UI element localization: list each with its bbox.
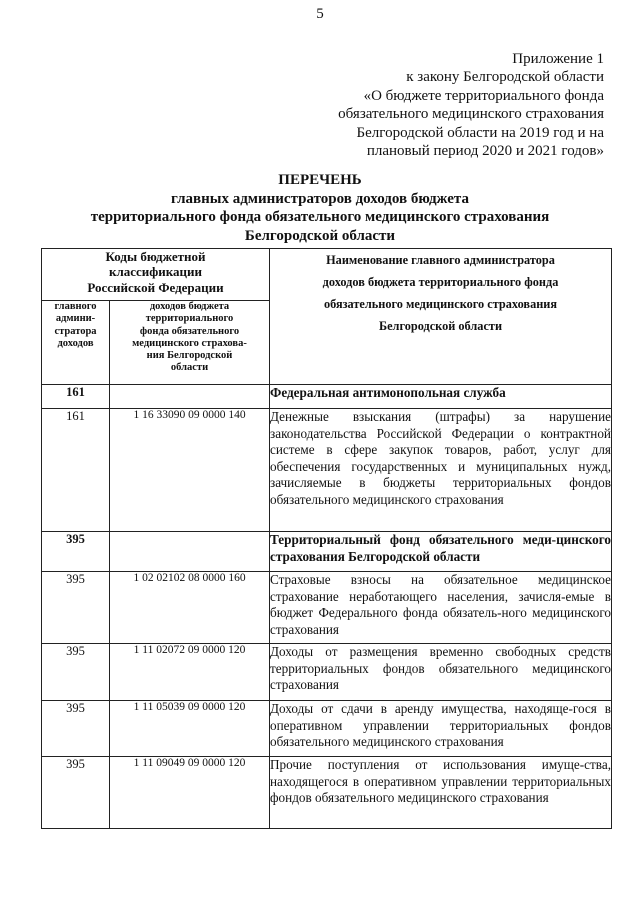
- income-code-cell: [110, 385, 270, 409]
- admin-code-cell: 395: [42, 701, 110, 757]
- admin-code-cell: 395: [42, 532, 110, 572]
- income-code-cell: 1 16 33090 09 0000 140: [110, 409, 270, 532]
- heading-line: Белгородской области: [244, 227, 396, 244]
- income-name-cell: Денежные взыскания (штрафы) за нарушение законодательства Российской Федерации о контрактной системе в сфере закупок товаров, работ, услуг для обеспечения государственных и муниципальных нужд, зачисляемые в бюджеты территориальных фондов обязательного медицинского страхования: [270, 409, 612, 532]
- header-classification-codes: Коды бюджетной классификации Российской Федерации: [42, 249, 270, 301]
- appendix-line: «О бюджете территориального фонда: [363, 87, 604, 104]
- document-heading: [0, 171, 640, 245]
- income-name-cell: Прочие поступления от использования имуще-ства, находящегося в оперативном управлении территориальных фондов обязательного медицинского страхования: [270, 757, 612, 829]
- table-row: [42, 385, 612, 409]
- table-header-row: [42, 249, 612, 301]
- income-code-cell: 1 11 02072 09 0000 120: [110, 644, 270, 701]
- table-row: [42, 572, 612, 644]
- appendix-line: Приложение 1: [512, 51, 604, 67]
- appendix-line: к закону Белгородской области: [406, 69, 604, 86]
- administrator-name-cell: Территориальный фонд обязательного меди-цинского страхования Белгородской области: [270, 532, 612, 572]
- page-number: 5: [316, 6, 324, 22]
- appendix-line: плановый период 2020 и 2021 годов»: [366, 143, 604, 160]
- appendix-line: Белгородской области на 2019 год и на: [356, 124, 604, 141]
- admin-code-cell: 161: [42, 385, 110, 409]
- administrators-table: [41, 248, 612, 829]
- income-code-cell: 1 11 09049 09 0000 120: [110, 757, 270, 829]
- table-row: [42, 701, 612, 757]
- income-name-cell: Страховые взносы на обязательное медицинское страхование неработающего населения, зачисля-емые в бюджет Федерального фонда обязатель-ного медицинского страхования: [270, 572, 612, 644]
- income-code-cell: 1 02 02102 08 0000 160: [110, 572, 270, 644]
- table-row: [42, 409, 612, 532]
- admin-code-cell: 395: [42, 572, 110, 644]
- income-code-cell: 1 11 05039 09 0000 120: [110, 701, 270, 757]
- income-code-cell: [110, 532, 270, 572]
- header-admin-code: главного админи- стратора доходов: [42, 301, 110, 385]
- heading-line: главных администраторов доходов бюджета: [171, 190, 469, 207]
- income-name-cell: Доходы от размещения временно свободных средств территориальных фондов обязательного медицинского страхования: [270, 644, 612, 701]
- header-income-code: доходов бюджета территориального фонда обязательного медицинского страхова- ния Белгородской области: [110, 301, 270, 385]
- admin-code-cell: 395: [42, 644, 110, 701]
- table-row: [42, 532, 612, 572]
- document-title: ПЕРЕЧЕНЬ: [278, 172, 362, 188]
- appendix-line: обязательного медицинского страхования: [338, 106, 604, 123]
- header-administrator-name: Наименование главного администратора доходов бюджета территориального фонда обязательного медицинского страхования Белгородской области: [270, 249, 612, 385]
- admin-code-cell: 395: [42, 757, 110, 829]
- heading-line: территориального фонда обязательного медицинского страхования: [90, 209, 550, 225]
- appendix-reference: [304, 50, 604, 160]
- administrator-name-cell: Федеральная антимонопольная служба: [270, 385, 612, 409]
- admin-code-cell: 161: [42, 409, 110, 532]
- table-row: [42, 644, 612, 701]
- income-name-cell: Доходы от сдачи в аренду имущества, находяще-гося в оперативном управлении территориальных фондов обязательного медицинского страхования: [270, 701, 612, 757]
- table-row: [42, 757, 612, 829]
